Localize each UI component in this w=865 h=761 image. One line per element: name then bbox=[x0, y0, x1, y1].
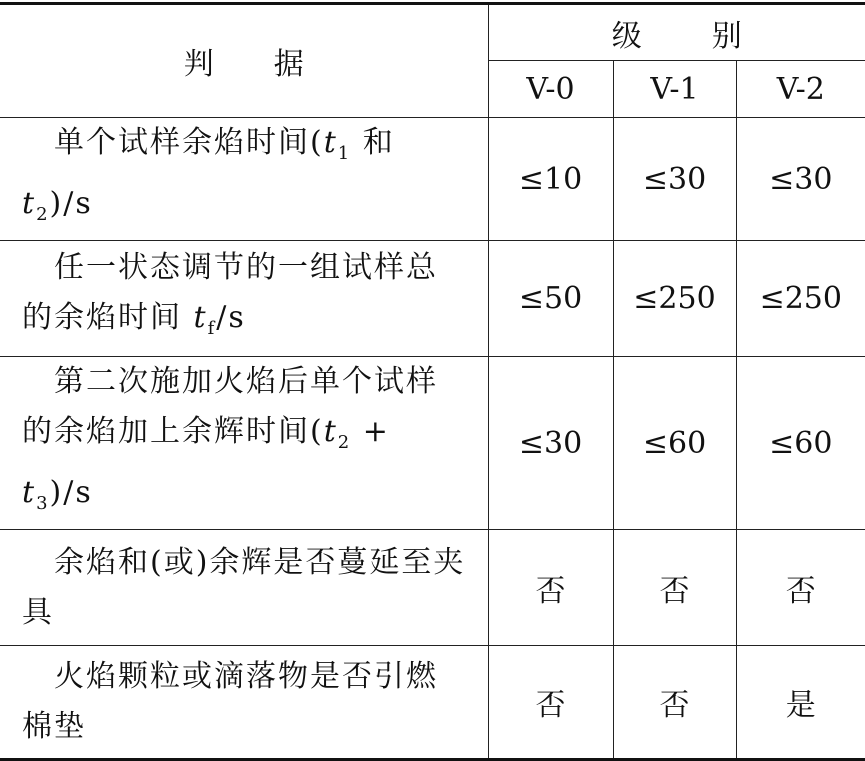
table-row bbox=[0, 241, 865, 357]
value-cell: ≤60 bbox=[736, 357, 865, 530]
criterion-header: 判据 bbox=[0, 4, 488, 118]
criterion-cell: 火焰颗粒或滴落物是否引燃棉垫 bbox=[0, 646, 488, 760]
value-cell: ≤30 bbox=[736, 118, 865, 241]
criterion-cell bbox=[0, 357, 488, 530]
table-row bbox=[0, 646, 865, 760]
symbol: t bbox=[193, 300, 208, 335]
table-row bbox=[0, 357, 865, 530]
grade-v0-header: V-0 bbox=[488, 61, 613, 118]
criterion-cell bbox=[0, 118, 488, 241]
symbol-subscript: f bbox=[207, 318, 217, 339]
value-cell: 否 bbox=[613, 646, 736, 760]
grade-header: 级别 bbox=[488, 4, 865, 61]
grade-v1-header: V-1 bbox=[613, 61, 736, 118]
symbol: t bbox=[323, 125, 338, 160]
value-cell: ≤30 bbox=[613, 118, 736, 241]
value-cell: 否 bbox=[736, 530, 865, 646]
value-cell: ≤250 bbox=[613, 241, 736, 357]
flammability-grade-table bbox=[0, 2, 865, 761]
value-cell: 否 bbox=[488, 646, 613, 760]
criterion-unit: )/s bbox=[49, 186, 93, 221]
symbol: t bbox=[22, 186, 37, 221]
value-cell: ≤250 bbox=[736, 241, 865, 357]
table-row bbox=[0, 118, 865, 241]
header-row-1 bbox=[0, 4, 865, 61]
value-cell: 是 bbox=[736, 646, 865, 760]
value-cell: ≤10 bbox=[488, 118, 613, 241]
criterion-text: 单个试样余焰时间( bbox=[54, 125, 324, 160]
symbol-subscript: 1 bbox=[337, 143, 352, 164]
value-cell: 否 bbox=[613, 530, 736, 646]
symbol-subscript: 2 bbox=[36, 204, 50, 225]
symbol-subscript: 2 bbox=[337, 432, 352, 453]
symbol: t bbox=[323, 414, 338, 449]
criterion-connector: + bbox=[351, 414, 390, 449]
symbol: t bbox=[22, 475, 37, 510]
criterion-text: 任一状态调节的一组试样总的余焰时间 bbox=[22, 250, 438, 335]
value-cell: ≤60 bbox=[613, 357, 736, 530]
value-cell: 否 bbox=[488, 530, 613, 646]
criterion-unit: )/s bbox=[49, 475, 93, 510]
value-cell: ≤30 bbox=[488, 357, 613, 530]
table-row bbox=[0, 530, 865, 646]
value-cell: ≤50 bbox=[488, 241, 613, 357]
criterion-cell: 余焰和(或)余辉是否蔓延至夹具 bbox=[0, 530, 488, 646]
criterion-text: 第二次施加火焰后单个试样的余焰加上余辉时间( bbox=[22, 364, 438, 449]
criterion-connector: 和 bbox=[351, 125, 395, 160]
criterion-cell bbox=[0, 241, 488, 357]
criterion-unit: /s bbox=[216, 300, 246, 335]
symbol-subscript: 3 bbox=[36, 493, 50, 514]
grade-v2-header: V-2 bbox=[736, 61, 865, 118]
